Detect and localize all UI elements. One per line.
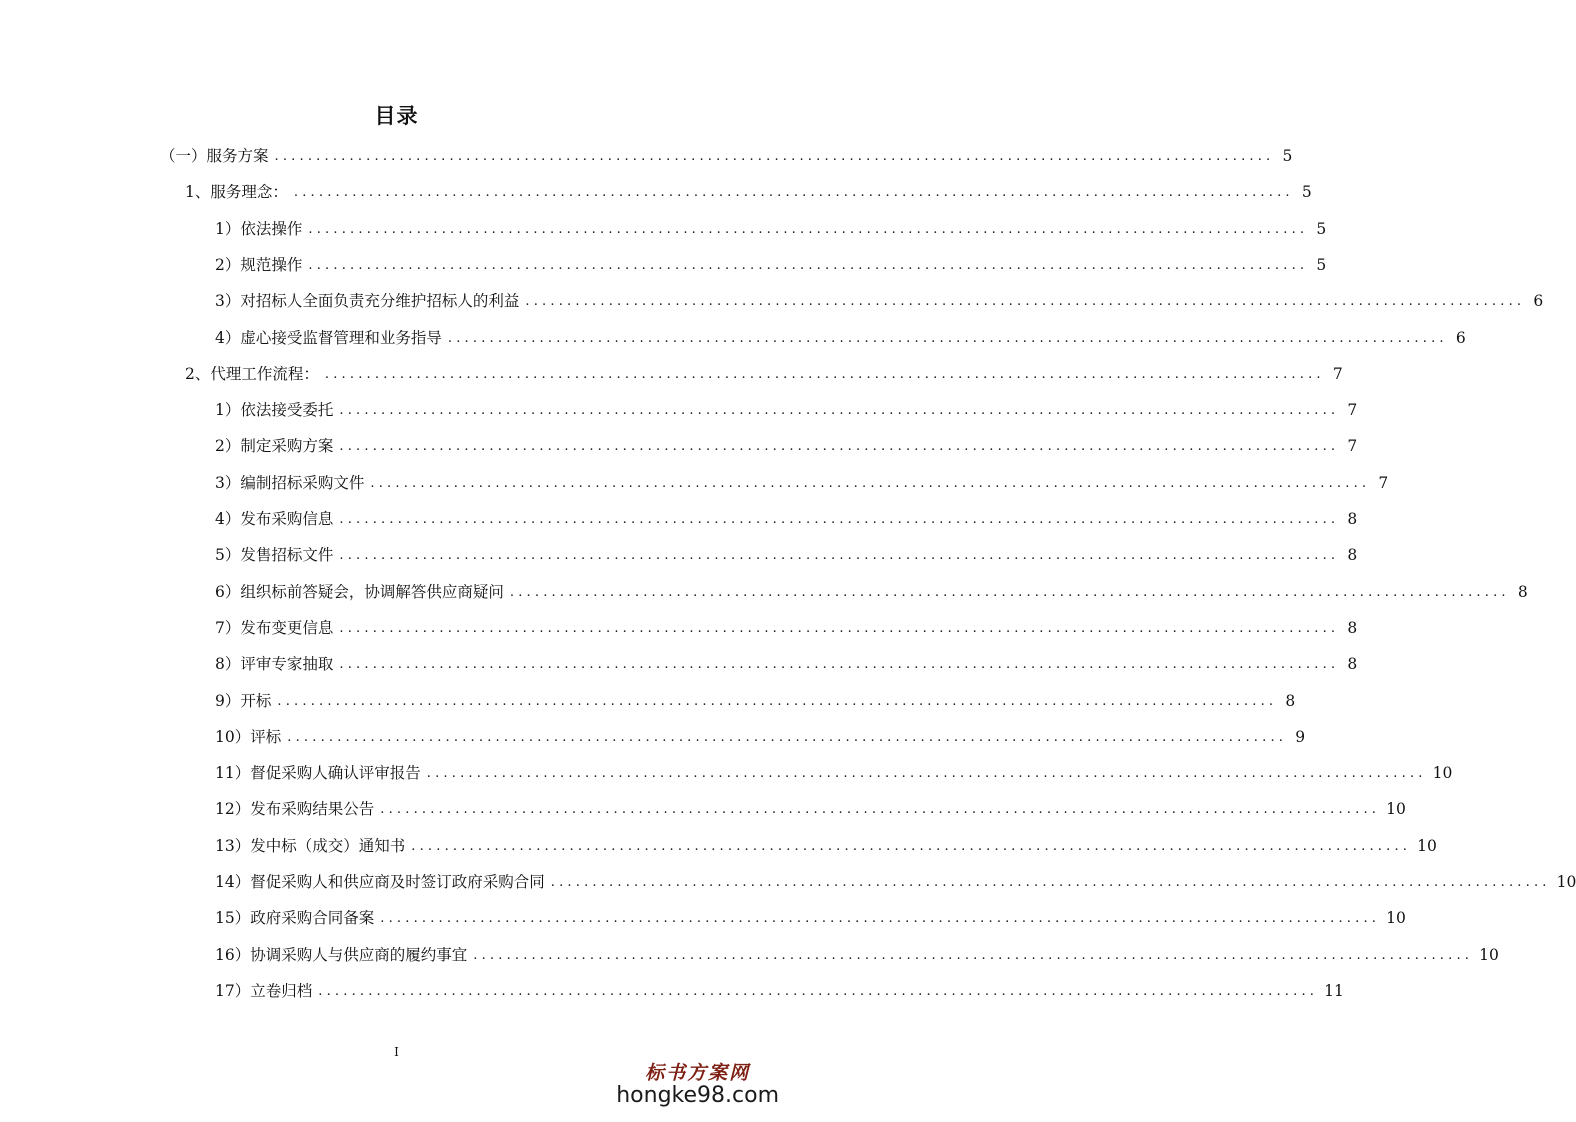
toc-entry-page: 5 [1301,183,1312,202]
toc-entry-page: 10 [1386,800,1406,819]
toc-entry-page: 7 [1332,364,1343,383]
toc-entry [215,612,1358,638]
toc-entry-label: 2、代理工作流程： [185,364,319,383]
toc-entry [215,394,1358,420]
toc-title: 目录 [374,103,419,128]
toc-entry-page: 6 [1533,292,1544,311]
toc-entry-label: 5）发售招标文件 [215,546,334,565]
toc-leader-dots: ........................................................................................................................ [525,294,1526,310]
toc-entry-label: 11）督促采购人确认评审报告 [215,764,421,783]
toc-entry-page: 6 [1455,328,1466,347]
toc-entry-page: 7 [1347,401,1358,420]
toc-entry-page: 8 [1347,546,1358,565]
toc-entry [215,721,1306,747]
toc-entry [215,249,1327,275]
toc-entry-page: 5 [1316,219,1327,238]
toc-entry [215,539,1358,565]
toc-entry-label: 6）组织标前答疑会，协调解答供应商疑问 [215,582,504,601]
toc-entry [185,176,1312,202]
toc-entry-label: 8）评审专家抽取 [215,655,334,674]
page-number: I [394,1045,399,1059]
toc-leader-dots: ........................................................................................................................ [411,838,1412,854]
toc-leader-dots: ........................................................................................................................ [339,657,1340,673]
toc-leader-dots: ........................................................................................................................ [277,693,1278,709]
toc-entry-page: 10 [1386,909,1406,928]
toc-leader-dots: ........................................................................................................................ [339,620,1340,636]
watermark-logo [616,1058,779,1108]
toc-entry-label: 4）虚心接受监督管理和业务指导 [215,328,442,347]
toc-entry-label: 4）发布采购信息 [215,510,334,528]
toc-entry [215,975,1344,1001]
toc-entry-label: 9）开标 [215,691,272,710]
toc-entry-page: 7 [1347,437,1358,456]
toc-entry-page: 11 [1324,981,1344,1000]
watermark-url: hongke98.com [616,1083,779,1108]
toc-entry-label: 16）协调采购人与供应商的履约事宜 [215,945,468,964]
toc-entry-label: 12）发布采购结果公告 [215,800,375,819]
toc-entry-label: 1）依法操作 [215,219,303,238]
toc-entry-label: 7）发布变更信息 [215,618,334,637]
toc-leader-dots: ........................................................................................................................ [274,149,1275,164]
toc-leader-dots: ........................................................................................................................ [318,983,1319,999]
toc-leader-dots: ........................................................................................................................ [473,947,1474,963]
toc-entry [160,140,1293,166]
toc-entry-page: 8 [1285,691,1296,710]
toc-entry-page: 9 [1295,727,1306,746]
toc-entry [215,285,1544,311]
toc-leader-dots: ........................................................................................................................ [339,512,1340,527]
toc-entry-page: 8 [1347,618,1358,637]
toc-entry [215,467,1389,493]
toc-entry-page: 5 [1316,255,1327,274]
toc-leader-dots: ........................................................................................................................ [550,875,1551,890]
toc-entry [215,430,1358,456]
toc-leader-dots: ........................................................................................................................ [287,729,1288,745]
toc-leader-dots: ........................................................................................................................ [426,766,1427,782]
toc-entry-label: 13）发中标（成交）通知书 [215,836,406,855]
toc-entry [215,648,1358,674]
toc-entry [215,322,1466,348]
toc-entry-label: 17）立卷归档 [215,981,313,1000]
toc-entry-page: 8 [1347,510,1358,528]
toc-leader-dots: ........................................................................................................................ [308,257,1309,273]
toc-leader-dots: ........................................................................................................................ [447,330,1448,346]
toc-entry-label: 1、服务理念： [185,183,288,202]
toc-leader-dots: ........................................................................................................................ [339,548,1340,564]
toc-entry-page: 8 [1347,655,1358,674]
toc-entry [185,358,1343,384]
toc-entry-label: 15）政府采购合同备案 [215,909,375,928]
toc-leader-dots: ........................................................................................................................ [339,439,1340,455]
toc-leader-dots: ........................................................................................................................ [339,403,1340,419]
toc-entry-label: 3）编制招标采购文件 [215,473,365,492]
toc-entry [215,939,1499,965]
watermark-site-name: 标书方案网 [645,1062,751,1084]
toc-entry [215,576,1528,602]
toc-entry-label: 3）对招标人全面负责充分维护招标人的利益 [215,292,520,311]
toc-leader-dots: ........................................................................................................................ [370,475,1371,491]
toc-entry-page: 10 [1417,836,1437,855]
toc-entry [215,503,1358,529]
toc-entry [215,685,1296,711]
toc-entry-page: 7 [1378,473,1389,492]
toc-entry [215,793,1406,819]
toc-entry [215,866,1576,892]
toc-entry [215,902,1406,928]
toc-entry-page: 8 [1517,582,1528,601]
toc-leader-dots: ........................................................................................................................ [509,584,1510,600]
toc-entry [215,830,1437,856]
toc-leader-dots: ........................................................................................................................ [293,185,1294,201]
toc-entry-label: 2）规范操作 [215,255,303,274]
toc-entry-page: 10 [1479,945,1499,964]
toc-entry-label: 2）制定采购方案 [215,437,334,456]
toc-entry-label: 1）依法接受委托 [215,401,334,420]
toc-entry-label: （一）服务方案 [160,147,269,165]
toc-entry-label: 10）评标 [215,727,282,746]
toc-entry-page: 5 [1282,147,1293,165]
toc-entry-label: 14）督促采购人和供应商及时签订政府采购合同 [215,873,545,891]
toc-leader-dots: ........................................................................................................................ [380,911,1381,927]
toc-entry [215,757,1453,783]
toc-leader-dots: ........................................................................................................................ [380,802,1381,818]
toc-leader-dots: ........................................................................................................................ [308,221,1309,237]
toc-entry [215,213,1327,239]
toc-entry-page: 10 [1432,764,1453,783]
toc-entry-page: 10 [1556,873,1576,891]
toc-leader-dots: ........................................................................................................................ [324,366,1325,382]
